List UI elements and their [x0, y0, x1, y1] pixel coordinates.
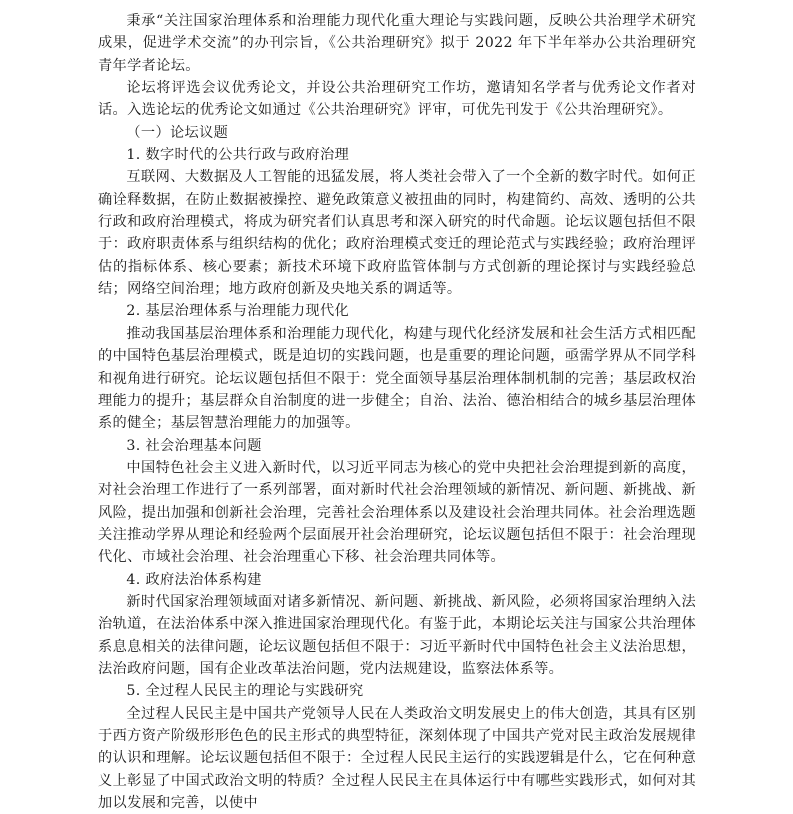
topic-heading-5: 5. 全过程人民民主的理论与实践研究 — [126, 683, 364, 700]
topic-paragraph-4: 新时代国家治理领域面对诸多新情况、新问题、新挑战、新风险，必须将国家治理纳入法治轨道，在法治体系中深入推进国家治理现代化。有鉴于此，本期论坛关注与国家公共治理体系息息相关的法律问题，论坛议题包括但不限于：习近平新时代中国特色社会主义法治思想，法治政府问题，国有企业改革法治问题，党内法规建设，监察法体系等。 — [98, 593, 696, 677]
topic-paragraph-2: 推动我国基层治理体系和治理能力现代化，构建与现代化经济发展和社会生活方式相匹配的中国特色基层治理模式，既是迫切的实践问题，也是重要的理论问题，亟需学界从不同学科和视角进行研究。论坛议题包括但不限于：党全面领导基层治理体制机制的完善；基层政权治理能力的提升；基层群众自治制度的进一步健全；自治、法治、德治相结合的城乡基层治理体系的健全；基层智慧治理能力的加强等。 — [98, 325, 696, 432]
topic-heading-3: 3. 社会治理基本问题 — [126, 437, 262, 454]
document-page — [98, 10, 696, 814]
topic-heading-1: 1. 数字时代的公共行政与政府治理 — [126, 147, 350, 164]
intro-paragraph-1: 秉承“关注国家治理体系和治理能力现代化重大理论与实践问题，反映公共治理学术研究成果，促进学术交流”的办刊宗旨，《公共治理研究》拟于 2022 年下半年举办公共治理研究青年学者论坛。 — [98, 13, 696, 74]
intro-paragraph-2: 论坛将评选会议优秀论文，并设公共治理研究工作坊，邀请知名学者与优秀论文作者对话。入选论坛的优秀论文如通过《公共治理研究》评审，可优先刊发于《公共治理研究》。 — [98, 80, 696, 119]
topic-paragraph-1: 互联网、大数据及人工智能的迅猛发展，将人类社会带入了一个全新的数字时代。如何正确诠释数据，在防止数据被操控、避免政策意义被扭曲的同时，构建简约、高效、透明的公共行政和政府治理模式，将成为研究者们认真思考和深入研究的时代命题。论坛议题包括但不限于：政府职责体系与组织结构的优化；政府治理模式变迁的理论范式与实践经验；政府治理评估的指标体系、核心要素；新技术环境下政府监管体制与方式创新的理论探讨与实践经验总结；网络空间治理；地方政府创新及央地关系的调适等。 — [98, 169, 696, 298]
topic-heading-2: 2. 基层治理体系与治理能力现代化 — [126, 303, 350, 320]
section-heading-forum-topics: （一）论坛议题 — [126, 124, 229, 141]
topic-paragraph-3: 中国特色社会主义进入新时代，以习近平同志为核心的党中央把社会治理提到新的高度，对社会治理工作进行了一系列部署，面对新时代社会治理领域的新情况、新问题、新挑战、新风险，提出加强和创新社会治理，完善社会治理体系以及建设社会治理共同体。社会治理选题关注推动学界从理论和经验两个层面展开社会治理研究，论坛议题包括但不限于：社会治理现代化、市域社会治理、社会治理重心下移、社会治理共同体等。 — [98, 459, 696, 566]
topic-paragraph-5: 全过程人民民主是中国共产党领导人民在人类政治文明发展史上的伟大创造，其具有区别于西方资产阶级形形色色的民主形式的典型特征，深刻体现了中国共产党对民主政治发展规律的认识和理解。论坛议题包括但不限于：全过程人民民主运行的实践逻辑是什么，它在何种意义上彰显了中国式政治文明的特质？全过程人民民主在具体运行中有哪些实践形式，如何对其加以发展和完善，以使中 — [98, 705, 696, 812]
topic-heading-4: 4. 政府法治体系构建 — [126, 571, 262, 588]
